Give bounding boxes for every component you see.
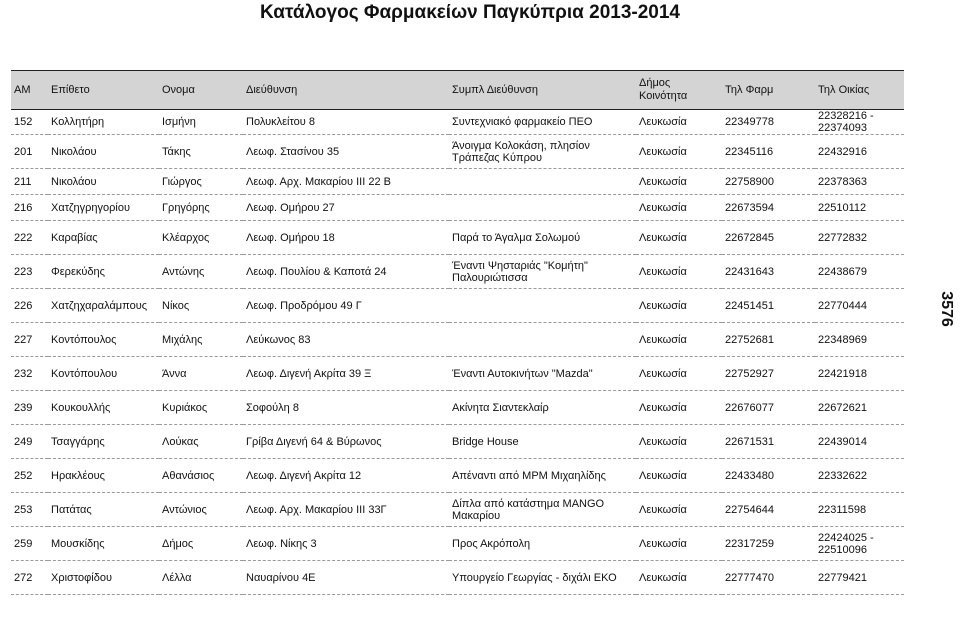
table-row [11,561,904,595]
cell-extra-address: Απέναντι από ΜΡΜ Μιχαηλίδης [452,469,606,482]
cell-am: 223 [14,265,33,278]
cell-municipality: Λευκωσία [639,231,687,244]
cell-phone-home: 22770444 [818,299,867,312]
cell-name: Τάκης [162,145,191,158]
cell-name: Λούκας [162,435,199,448]
table-row [11,221,904,255]
cell-municipality: Λευκωσία [639,367,687,380]
cell-extra-address: Bridge House [452,435,519,448]
cell-extra-address [449,323,636,357]
cell-am: 249 [14,435,33,448]
cell-name: Αντώνης [162,265,205,278]
cell-address: Λεωφ. Διγενή Ακρίτα 12 [246,469,362,482]
cell-address: Πολυκλείτου 8 [246,116,315,128]
cell-surname: Κοντόπουλου [51,367,118,380]
table-header-row [11,71,904,110]
cell-name: Μιχάλης [162,333,203,346]
cell-phone-pharmacy: 22672845 [725,231,774,244]
cell-extra-address [449,195,636,221]
cell-address: Λεωφ. Αρχ. Μακαρίου ΙΙΙ 22 Β [246,175,391,188]
cell-name: Κλέαρχος [162,231,210,244]
cell-extra-address: Υπουργείο Γεωργίας - διχάλι ΕΚΟ [452,571,617,584]
cell-surname: Πατάτας [51,503,92,516]
cell-phone-pharmacy: 22754644 [725,503,774,516]
cell-address: Γρίβα Διγενή 64 & Βύρωνος [246,435,382,448]
cell-surname: Καραβίας [51,231,98,244]
cell-extra-address: Έναντι Ψησταριάς "Κομήτη" Παλουριώτισσα [452,259,588,284]
cell-name: Ισμήνη [162,116,196,128]
col-header-municipality: Δήμος Κοινότητα [636,71,722,110]
cell-phone-home: 22421918 [818,367,867,380]
cell-phone-pharmacy: 22758900 [725,175,774,188]
col-header-address: Διεύθυνση [243,71,449,110]
cell-phone-home: 22439014 [818,435,867,448]
table-row [11,323,904,357]
cell-surname: Τσαγγάρης [51,435,105,448]
cell-phone-home: 22378363 [818,175,867,188]
cell-am: 201 [14,145,33,158]
cell-surname: Κουκουλλής [51,401,111,414]
cell-phone-home: 22332622 [818,469,867,482]
cell-municipality: Λευκωσία [639,201,687,214]
cell-am: 259 [14,537,33,550]
cell-phone-pharmacy: 22317259 [725,537,774,550]
cell-municipality: Λευκωσία [639,571,687,584]
cell-extra-address: Άνοιγμα Κολοκάση, πλησίον Τράπεζας Κύπρου [452,139,590,164]
cell-phone-pharmacy: 22671531 [725,435,774,448]
cell-phone-pharmacy: 22431643 [725,265,774,278]
cell-surname: Χατζηχαραλάμπους [51,299,148,312]
col-header-phone-home: Τηλ Οικίας [815,71,904,110]
cell-address: Λεωφ. Ομήρου 27 [246,201,335,214]
cell-address: Λεωφ. Πουλίου & Καποτά 24 [246,265,387,278]
cell-am: 239 [14,401,33,414]
cell-surname: Μουσκίδης [51,537,105,550]
cell-phone-pharmacy: 22451451 [725,299,774,312]
cell-municipality: Λευκωσία [639,401,687,414]
col-header-am: ΑΜ [11,71,48,110]
cell-extra-address: Ακίνητα Σιαντεκλαίρ [452,401,549,414]
table-row [11,459,904,493]
cell-am: 232 [14,367,33,380]
cell-address: Σοφούλη 8 [246,401,299,414]
cell-extra-address: Δίπλα από κατάστημα MANGO Μακαρίου [452,497,605,522]
table-row [11,493,904,527]
cell-phone-home: 22311598 [818,503,867,516]
cell-am: 222 [14,231,33,244]
cell-surname: Φερεκύδης [51,265,105,278]
cell-name: Λέλλα [162,571,192,584]
cell-name: Νίκος [162,299,190,312]
cell-municipality: Λευκωσία [639,333,687,346]
cell-phone-home: 22510112 [818,201,867,214]
cell-phone-pharmacy: 22345116 [725,145,774,158]
cell-municipality: Λευκωσία [639,116,687,128]
table-row [11,425,904,459]
cell-address: Λεωφ. Αρχ. Μακαρίου ΙΙΙ 33Γ [246,503,387,516]
pharmacy-table [11,70,904,595]
cell-address: Λεωφ. Ομήρου 18 [246,231,335,244]
cell-phone-home: 22438679 [818,265,867,278]
table-row [11,255,904,289]
cell-address: Λεωφ. Στασίνου 35 [246,145,340,158]
cell-extra-address: Έναντι Αυτοκινήτων "Mazda" [452,367,593,380]
cell-surname: Κολλητήρη [51,116,105,128]
page-number: 3576 [937,291,955,327]
page-title: Κατάλογος Φαρμακείων Παγκύπρια 2013-2014 [259,2,680,23]
table-row [11,169,904,195]
cell-municipality: Λευκωσία [639,145,687,158]
cell-am: 152 [14,116,33,128]
col-header-extra-address: Συμπλ Διεύθυνση [449,71,636,110]
cell-phone-home: 22348969 [818,333,867,346]
cell-address: Λεωφ. Διγενή Ακρίτα 39 Ξ [246,367,372,380]
cell-extra-address: Προς Ακρόπολη [452,537,531,550]
col-header-name: Ονομα [159,71,243,110]
cell-municipality: Λευκωσία [639,265,687,278]
table-row [11,110,904,135]
cell-name: Γρηγόρης [162,201,210,214]
cell-address: Ναυαρίνου 4Ε [246,571,316,584]
col-header-phone-pharmacy: Τηλ Φαρμ [722,71,815,110]
col-header-surname: Επίθετο [48,71,159,110]
cell-name: Άννα [162,367,187,380]
table-row [11,135,904,169]
cell-surname: Ηρακλέους [51,469,105,482]
cell-municipality: Λευκωσία [639,299,687,312]
cell-am: 272 [14,571,33,584]
cell-phone-home: 22779421 [818,571,867,584]
cell-name: Αθανάσιος [162,469,215,482]
cell-am: 227 [14,333,33,346]
cell-name: Αντώνιος [162,503,207,516]
cell-name: Κυριάκος [162,401,208,414]
cell-municipality: Λευκωσία [639,175,687,188]
cell-phone-home: 22772832 [818,231,867,244]
cell-municipality: Λευκωσία [639,537,687,550]
cell-municipality: Λευκωσία [639,435,687,448]
cell-extra-address [449,289,636,323]
cell-phone-pharmacy: 22752681 [725,333,774,346]
cell-name: Δήμος [162,537,194,550]
cell-am: 216 [14,201,33,214]
cell-am: 253 [14,503,33,516]
cell-extra-address [449,169,636,195]
cell-phone-pharmacy: 22752927 [725,367,774,380]
cell-municipality: Λευκωσία [639,503,687,516]
cell-surname: Νικολάου [51,175,97,188]
cell-surname: Χατζηγρηγορίου [51,201,130,214]
cell-surname: Νικολάου [51,145,97,158]
cell-phone-home: 22424025 - 22510096 [818,531,874,556]
cell-am: 226 [14,299,33,312]
cell-address: Λεωφ. Νίκης 3 [246,537,317,550]
table-row [11,391,904,425]
cell-phone-pharmacy: 22433480 [725,469,774,482]
cell-phone-pharmacy: 22777470 [725,571,774,584]
cell-address: Λεύκωνος 83 [246,333,311,346]
cell-phone-pharmacy: 22673594 [725,201,774,214]
cell-phone-pharmacy: 22349778 [725,116,774,128]
cell-extra-address: Παρά το Άγαλμα Σολωμού [452,231,581,244]
cell-name: Γιώργος [162,175,202,188]
cell-phone-home: 22432916 [818,145,867,158]
table-row [11,527,904,561]
cell-am: 252 [14,469,33,482]
cell-surname: Χριστοφίδου [51,571,112,584]
table-row [11,195,904,221]
cell-phone-home: 22672621 [818,401,867,414]
cell-municipality: Λευκωσία [639,469,687,482]
cell-am: 211 [14,175,32,188]
table-row [11,289,904,323]
cell-phone-pharmacy: 22676077 [725,401,774,414]
table-row [11,357,904,391]
cell-phone-home: 22328216 - 22374093 [818,110,874,134]
cell-extra-address: Συντεχνιακό φαρμακείο ΠΕΟ [452,116,593,128]
cell-surname: Κοντόπουλος [51,333,117,346]
cell-address: Λεωφ. Προδρόμου 49 Γ [246,299,362,312]
